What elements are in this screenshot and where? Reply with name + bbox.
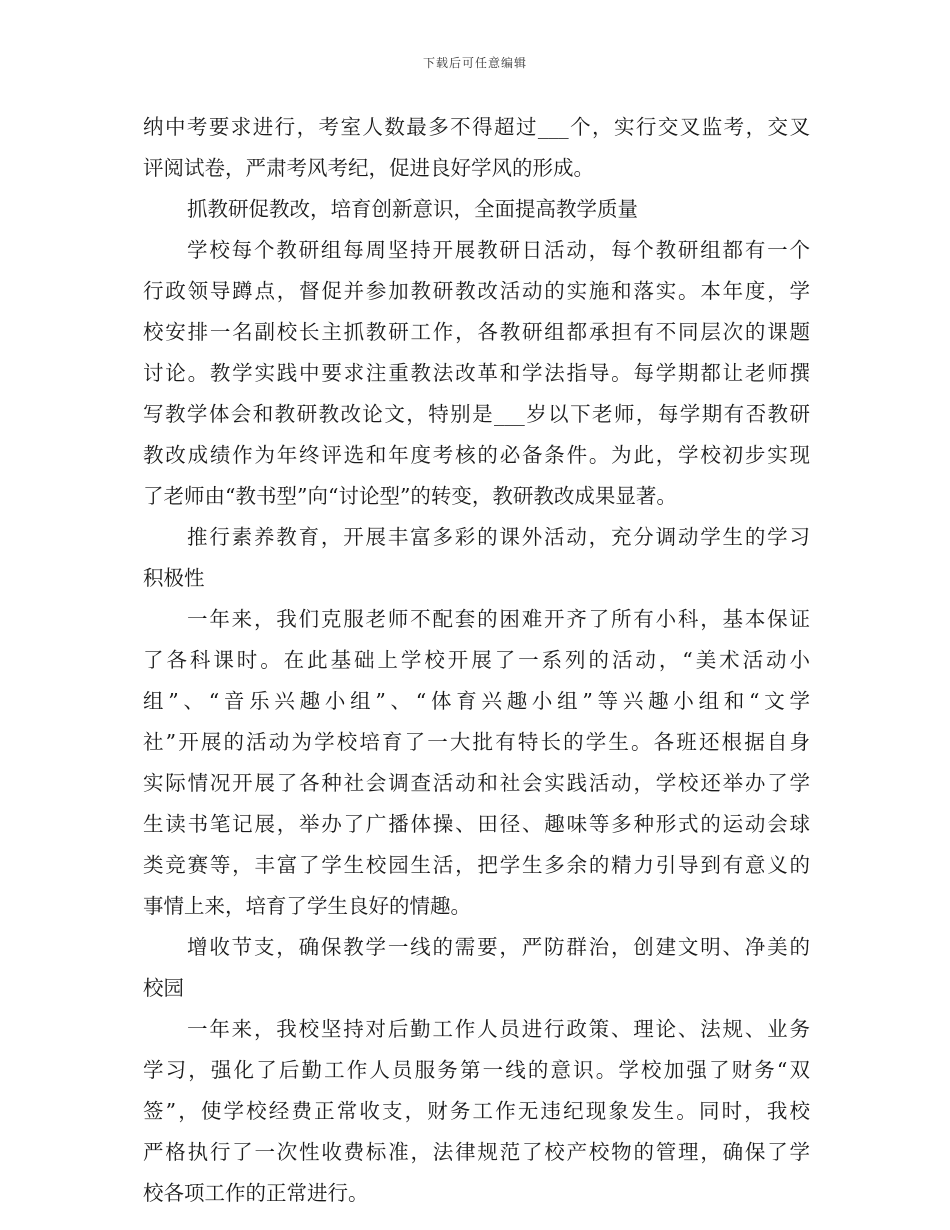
text-line: 类竞赛等，丰富了学生校园生活，把学生多余的精力引导到有意义的 — [143, 853, 810, 877]
text-line: 一年来，我们克服老师不配套的困难开齐了所有小科，基本保证 — [187, 607, 810, 631]
text-line: 校安排一名副校长主抓教研工作，各教研组都承担有不同层次的课题 — [143, 320, 810, 344]
header-note: 下载后可任意编辑 — [422, 56, 527, 70]
text-line: 抓教研促教改，培育创新意识，全面提高教学质量 — [187, 197, 638, 221]
text-line: 实际情况开展了各种社会调查活动和社会实践活动，学校还举办了学 — [143, 771, 810, 795]
text-line: 生读书笔记展，举办了广播体操、田径、趣味等多种形式的运动会球 — [143, 812, 810, 836]
text-line: 增收节支，确保教学一线的需要，严防群治，创建文明、净美的 — [187, 935, 810, 959]
text-line: 学校每个教研组每周坚持开展教研日活动，每个教研组都有一个 — [187, 238, 810, 262]
text-line: 了老师由“教书型”向“讨论型”的转变，教研教改成果显著。 — [143, 484, 677, 508]
text-line: 评阅试卷，严肃考风考纪，促进良好学风的形成。 — [143, 156, 594, 180]
text-line: 事情上来，培育了学生良好的情趣。 — [143, 894, 471, 918]
text-line: 讨论。教学实践中要求注重教法改革和学法指导。每学期都让老师撰 — [143, 361, 810, 385]
text-line: 一年来，我校坚持对后勤工作人员进行政策、理论、法规、业务 — [187, 1017, 810, 1041]
text-line: 校园 — [143, 976, 184, 1000]
text-line: 组”、“音乐兴趣小组”、“体育兴趣小组”等兴趣小组和“文学 — [143, 689, 810, 713]
text-line: 纳中考要求进行，考室人数最多不得超过___个，实行交叉监考，交叉 — [143, 115, 810, 139]
text-line: 严格执行了一次性收费标准，法律规范了校产校物的管理，确保了学 — [143, 1140, 810, 1164]
text-line: 签”，使学校经费正常收支，财务工作无违纪现象发生。同时，我校 — [143, 1099, 810, 1123]
text-line: 教改成绩作为年终评选和年度考核的必备条件。为此，学校初步实现 — [143, 443, 810, 467]
text-line: 行政领导蹲点，督促并参加教研教改活动的实施和落实。本年度，学 — [143, 279, 810, 303]
body-text — [143, 107, 810, 1214]
text-line: 推行素养教育，开展丰富多彩的课外活动，充分调动学生的学习 — [187, 525, 810, 549]
text-line: 社”开展的活动为学校培育了一大批有特长的学生。各班还根据自身 — [143, 730, 810, 754]
text-line: 校各项工作的正常进行。 — [143, 1181, 369, 1205]
text-line: 写教学体会和教研教改论文，特别是___岁以下老师，每学期有否教研 — [143, 402, 810, 426]
text-line: 积极性 — [143, 566, 205, 590]
text-line: 了各科课时。在此基础上学校开展了一系列的活动，“美术活动小 — [143, 648, 810, 672]
text-line: 学习，强化了后勤工作人员服务第一线的意识。学校加强了财务“双 — [143, 1058, 810, 1082]
